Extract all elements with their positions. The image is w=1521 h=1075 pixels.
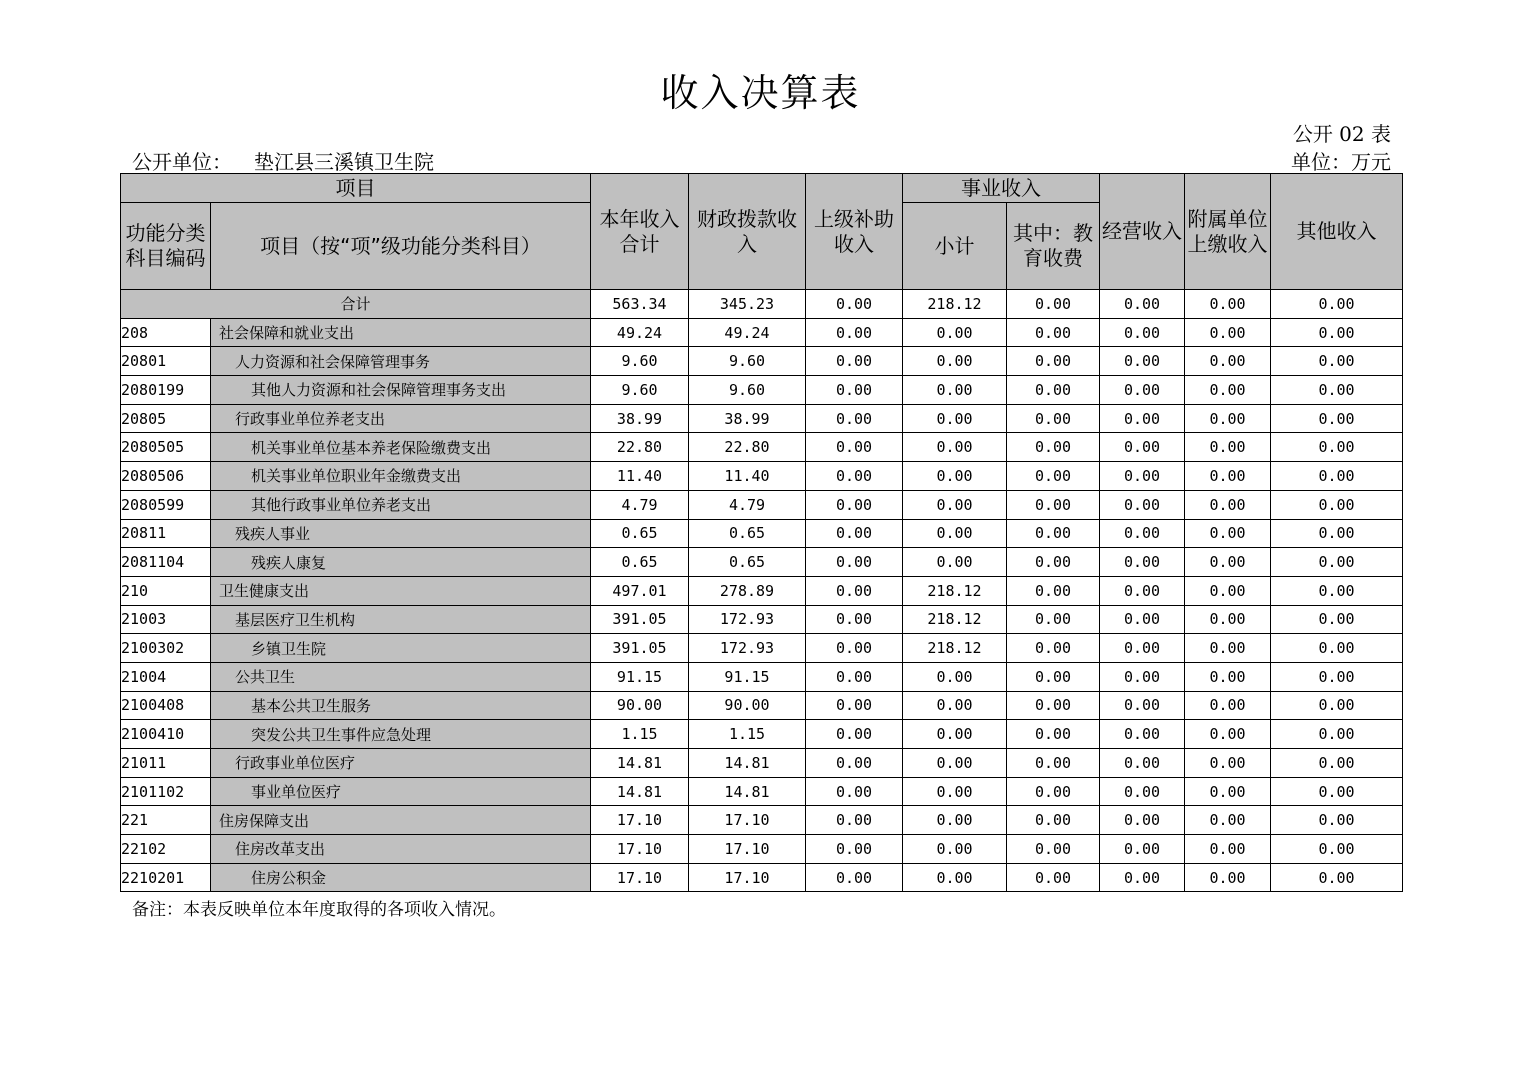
row-code: 20811 bbox=[121, 519, 211, 548]
row-code: 2100302 bbox=[121, 634, 211, 663]
row-value: 14.81 bbox=[689, 777, 806, 806]
row-value: 0.00 bbox=[903, 347, 1007, 376]
total-value: 0.00 bbox=[1271, 290, 1403, 319]
row-value: 1.15 bbox=[689, 720, 806, 749]
row-value: 0.00 bbox=[806, 519, 903, 548]
reporting-unit bbox=[132, 146, 434, 175]
row-name: 社会保障和就业支出 bbox=[211, 318, 591, 347]
header-code: 功能分类科目编码 bbox=[121, 203, 211, 290]
row-value: 0.00 bbox=[806, 806, 903, 835]
row-value: 0.00 bbox=[1271, 806, 1403, 835]
table-row bbox=[121, 662, 1403, 691]
row-value: 0.00 bbox=[1007, 863, 1100, 892]
row-code: 21011 bbox=[121, 749, 211, 778]
row-value: 14.81 bbox=[591, 777, 689, 806]
row-value: 0.00 bbox=[1271, 634, 1403, 663]
row-value: 0.00 bbox=[1185, 490, 1271, 519]
row-value: 9.60 bbox=[591, 376, 689, 405]
row-name: 事业单位医疗 bbox=[211, 777, 591, 806]
table-row bbox=[121, 835, 1403, 864]
row-name: 机关事业单位职业年金缴费支出 bbox=[211, 462, 591, 491]
row-name: 基本公共卫生服务 bbox=[211, 691, 591, 720]
row-code: 2080199 bbox=[121, 376, 211, 405]
reporting-unit-name: 垫江县三溪镇卫生院 bbox=[254, 150, 434, 174]
row-value: 0.00 bbox=[1007, 462, 1100, 491]
row-value: 0.00 bbox=[1185, 806, 1271, 835]
row-value: 0.00 bbox=[903, 376, 1007, 405]
row-value: 0.00 bbox=[806, 720, 903, 749]
row-value: 0.00 bbox=[903, 777, 1007, 806]
row-value: 0.00 bbox=[1100, 835, 1185, 864]
row-value: 0.00 bbox=[1185, 347, 1271, 376]
income-table bbox=[120, 173, 1403, 892]
row-code: 2080599 bbox=[121, 490, 211, 519]
row-value: 0.00 bbox=[1007, 749, 1100, 778]
row-value: 0.00 bbox=[1271, 462, 1403, 491]
row-value: 0.00 bbox=[1185, 404, 1271, 433]
money-unit: 单位：万元 bbox=[1291, 150, 1391, 174]
row-value: 0.00 bbox=[1007, 576, 1100, 605]
row-name: 突发公共卫生事件应急处理 bbox=[211, 720, 591, 749]
row-name: 残疾人事业 bbox=[211, 519, 591, 548]
header-project: 项目 bbox=[121, 174, 591, 203]
row-value: 0.00 bbox=[1271, 720, 1403, 749]
row-value: 90.00 bbox=[689, 691, 806, 720]
row-code: 21003 bbox=[121, 605, 211, 634]
table-row bbox=[121, 605, 1403, 634]
row-value: 0.00 bbox=[1007, 605, 1100, 634]
row-value: 0.00 bbox=[1100, 777, 1185, 806]
row-value: 0.00 bbox=[1185, 462, 1271, 491]
row-value: 391.05 bbox=[591, 634, 689, 663]
row-value: 0.00 bbox=[903, 691, 1007, 720]
total-value: 0.00 bbox=[1185, 290, 1271, 319]
row-value: 0.00 bbox=[1185, 662, 1271, 691]
row-value: 9.60 bbox=[689, 347, 806, 376]
row-value: 0.00 bbox=[903, 806, 1007, 835]
row-value: 0.00 bbox=[806, 347, 903, 376]
row-name: 住房保障支出 bbox=[211, 806, 591, 835]
row-value: 0.00 bbox=[1007, 490, 1100, 519]
form-number: 公开 02 表 bbox=[1292, 122, 1391, 146]
row-value: 0.00 bbox=[1185, 548, 1271, 577]
total-value: 218.12 bbox=[903, 290, 1007, 319]
row-value: 278.89 bbox=[689, 576, 806, 605]
row-value: 0.00 bbox=[1185, 835, 1271, 864]
header-total: 本年收入合计 bbox=[591, 174, 689, 290]
row-code: 2100408 bbox=[121, 691, 211, 720]
row-value: 0.00 bbox=[1007, 835, 1100, 864]
row-value: 0.00 bbox=[806, 433, 903, 462]
row-value: 218.12 bbox=[903, 576, 1007, 605]
row-value: 218.12 bbox=[903, 605, 1007, 634]
row-name: 机关事业单位基本养老保险缴费支出 bbox=[211, 433, 591, 462]
row-code: 20805 bbox=[121, 404, 211, 433]
row-value: 4.79 bbox=[591, 490, 689, 519]
row-code: 22102 bbox=[121, 835, 211, 864]
row-code: 210 bbox=[121, 576, 211, 605]
row-value: 0.00 bbox=[806, 749, 903, 778]
row-value: 0.00 bbox=[806, 376, 903, 405]
row-value: 0.00 bbox=[806, 576, 903, 605]
row-value: 0.00 bbox=[903, 404, 1007, 433]
header-education: 其中：教育收费 bbox=[1007, 203, 1100, 290]
row-value: 0.00 bbox=[1271, 404, 1403, 433]
row-value: 0.00 bbox=[1185, 720, 1271, 749]
row-value: 0.00 bbox=[1007, 691, 1100, 720]
total-value: 563.34 bbox=[591, 290, 689, 319]
row-value: 49.24 bbox=[689, 318, 806, 347]
table-row bbox=[121, 519, 1403, 548]
row-value: 0.00 bbox=[1100, 806, 1185, 835]
row-value: 0.00 bbox=[903, 490, 1007, 519]
row-value: 172.93 bbox=[689, 605, 806, 634]
row-value: 0.00 bbox=[1007, 318, 1100, 347]
header-business: 事业收入 bbox=[903, 174, 1100, 203]
row-value: 0.00 bbox=[1100, 347, 1185, 376]
row-value: 0.00 bbox=[1100, 662, 1185, 691]
row-value: 0.00 bbox=[1271, 777, 1403, 806]
header-affiliated: 附属单位上缴收入 bbox=[1185, 174, 1271, 290]
row-value: 0.00 bbox=[1100, 863, 1185, 892]
row-name: 其他人力资源和社会保障管理事务支出 bbox=[211, 376, 591, 405]
row-value: 38.99 bbox=[689, 404, 806, 433]
table-row bbox=[121, 576, 1403, 605]
table-row bbox=[121, 318, 1403, 347]
table-row bbox=[121, 462, 1403, 491]
row-name: 人力资源和社会保障管理事务 bbox=[211, 347, 591, 376]
total-value: 345.23 bbox=[689, 290, 806, 319]
page-title: 收入决算表 bbox=[660, 71, 861, 115]
row-code: 208 bbox=[121, 318, 211, 347]
row-code: 2080505 bbox=[121, 433, 211, 462]
row-value: 0.00 bbox=[903, 720, 1007, 749]
row-value: 0.00 bbox=[1100, 605, 1185, 634]
row-value: 0.65 bbox=[591, 519, 689, 548]
row-value: 0.00 bbox=[806, 318, 903, 347]
row-value: 218.12 bbox=[903, 634, 1007, 663]
row-value: 0.00 bbox=[1007, 806, 1100, 835]
row-value: 0.00 bbox=[1100, 404, 1185, 433]
row-value: 0.00 bbox=[1100, 318, 1185, 347]
row-value: 0.00 bbox=[1185, 863, 1271, 892]
table-row bbox=[121, 806, 1403, 835]
row-value: 172.93 bbox=[689, 634, 806, 663]
total-value: 0.00 bbox=[1100, 290, 1185, 319]
total-row bbox=[121, 290, 1403, 319]
row-value: 0.00 bbox=[1185, 749, 1271, 778]
row-value: 0.00 bbox=[1271, 548, 1403, 577]
row-name: 残疾人康复 bbox=[211, 548, 591, 577]
row-value: 0.00 bbox=[1007, 519, 1100, 548]
row-value: 90.00 bbox=[591, 691, 689, 720]
row-value: 0.00 bbox=[1100, 519, 1185, 548]
row-value: 0.00 bbox=[1007, 433, 1100, 462]
row-value: 0.00 bbox=[806, 490, 903, 519]
row-name: 乡镇卫生院 bbox=[211, 634, 591, 663]
total-value: 0.00 bbox=[1007, 290, 1100, 319]
table-row bbox=[121, 691, 1403, 720]
row-value: 0.00 bbox=[806, 404, 903, 433]
table-row bbox=[121, 863, 1403, 892]
row-value: 49.24 bbox=[591, 318, 689, 347]
row-value: 91.15 bbox=[591, 662, 689, 691]
row-code: 221 bbox=[121, 806, 211, 835]
row-value: 0.00 bbox=[806, 634, 903, 663]
row-value: 0.00 bbox=[1100, 376, 1185, 405]
row-value: 0.00 bbox=[1271, 605, 1403, 634]
row-value: 0.00 bbox=[1007, 548, 1100, 577]
row-name: 住房改革支出 bbox=[211, 835, 591, 864]
row-code: 2210201 bbox=[121, 863, 211, 892]
row-value: 0.00 bbox=[1185, 433, 1271, 462]
row-value: 38.99 bbox=[591, 404, 689, 433]
row-code: 2101102 bbox=[121, 777, 211, 806]
row-value: 0.00 bbox=[1007, 404, 1100, 433]
row-name: 其他行政事业单位养老支出 bbox=[211, 490, 591, 519]
footnote: 备注：本表反映单位本年度取得的各项收入情况。 bbox=[132, 900, 506, 920]
row-value: 22.80 bbox=[591, 433, 689, 462]
table-row bbox=[121, 720, 1403, 749]
row-value: 0.00 bbox=[903, 462, 1007, 491]
row-value: 0.00 bbox=[1271, 835, 1403, 864]
row-value: 0.00 bbox=[806, 548, 903, 577]
row-value: 0.00 bbox=[1007, 720, 1100, 749]
row-value: 0.00 bbox=[1100, 462, 1185, 491]
row-value: 0.00 bbox=[903, 662, 1007, 691]
row-value: 1.15 bbox=[591, 720, 689, 749]
row-value: 0.00 bbox=[1185, 634, 1271, 663]
header-fiscal: 财政拨款收入 bbox=[689, 174, 806, 290]
row-value: 0.00 bbox=[1007, 777, 1100, 806]
row-value: 11.40 bbox=[591, 462, 689, 491]
row-value: 9.60 bbox=[689, 376, 806, 405]
row-value: 0.00 bbox=[1100, 548, 1185, 577]
row-code: 2080506 bbox=[121, 462, 211, 491]
total-label: 合计 bbox=[121, 290, 591, 319]
row-value: 0.00 bbox=[1271, 662, 1403, 691]
row-value: 0.00 bbox=[1185, 576, 1271, 605]
table-row bbox=[121, 548, 1403, 577]
row-code: 20801 bbox=[121, 347, 211, 376]
row-value: 0.00 bbox=[1185, 519, 1271, 548]
row-value: 0.00 bbox=[903, 749, 1007, 778]
row-value: 497.01 bbox=[591, 576, 689, 605]
row-value: 17.10 bbox=[591, 835, 689, 864]
row-value: 0.65 bbox=[689, 548, 806, 577]
row-value: 0.00 bbox=[1007, 376, 1100, 405]
header-subtotal: 小计 bbox=[903, 203, 1007, 290]
row-value: 0.00 bbox=[1271, 863, 1403, 892]
row-value: 9.60 bbox=[591, 347, 689, 376]
row-value: 0.00 bbox=[806, 605, 903, 634]
row-value: 14.81 bbox=[591, 749, 689, 778]
header-name: 项目（按“项”级功能分类科目） bbox=[211, 203, 591, 290]
row-value: 0.00 bbox=[1271, 749, 1403, 778]
row-name: 住房公积金 bbox=[211, 863, 591, 892]
row-value: 0.00 bbox=[1185, 605, 1271, 634]
table-row bbox=[121, 433, 1403, 462]
header-superior: 上级补助收入 bbox=[806, 174, 903, 290]
row-value: 0.00 bbox=[1100, 634, 1185, 663]
row-value: 0.00 bbox=[903, 519, 1007, 548]
row-value: 0.00 bbox=[1185, 376, 1271, 405]
reporting-unit-label: 公开单位： bbox=[132, 150, 232, 174]
row-value: 0.00 bbox=[1185, 691, 1271, 720]
row-value: 0.00 bbox=[1100, 433, 1185, 462]
row-value: 17.10 bbox=[591, 863, 689, 892]
row-value: 0.00 bbox=[1100, 691, 1185, 720]
row-value: 0.00 bbox=[903, 433, 1007, 462]
row-value: 0.00 bbox=[1007, 347, 1100, 376]
row-value: 0.00 bbox=[806, 863, 903, 892]
row-value: 0.00 bbox=[806, 462, 903, 491]
table-row bbox=[121, 404, 1403, 433]
total-value: 0.00 bbox=[806, 290, 903, 319]
row-value: 0.00 bbox=[1271, 576, 1403, 605]
header-operating: 经营收入 bbox=[1100, 174, 1185, 290]
row-value: 0.00 bbox=[1007, 634, 1100, 663]
row-value: 0.00 bbox=[1185, 318, 1271, 347]
row-value: 0.00 bbox=[1271, 490, 1403, 519]
table-row bbox=[121, 749, 1403, 778]
row-value: 91.15 bbox=[689, 662, 806, 691]
row-value: 0.65 bbox=[689, 519, 806, 548]
row-name: 行政事业单位医疗 bbox=[211, 749, 591, 778]
table-row bbox=[121, 347, 1403, 376]
row-value: 0.00 bbox=[1271, 376, 1403, 405]
row-name: 基层医疗卫生机构 bbox=[211, 605, 591, 634]
row-value: 17.10 bbox=[689, 835, 806, 864]
row-code: 21004 bbox=[121, 662, 211, 691]
row-code: 2100410 bbox=[121, 720, 211, 749]
row-value: 0.00 bbox=[806, 835, 903, 864]
row-value: 0.00 bbox=[1271, 691, 1403, 720]
row-value: 0.00 bbox=[806, 691, 903, 720]
row-value: 0.00 bbox=[1100, 490, 1185, 519]
row-value: 0.00 bbox=[1271, 347, 1403, 376]
row-value: 0.00 bbox=[903, 863, 1007, 892]
row-value: 0.00 bbox=[903, 835, 1007, 864]
row-value: 22.80 bbox=[689, 433, 806, 462]
header-other: 其他收入 bbox=[1271, 174, 1403, 290]
row-value: 0.00 bbox=[1100, 576, 1185, 605]
row-value: 17.10 bbox=[591, 806, 689, 835]
row-value: 0.00 bbox=[1007, 662, 1100, 691]
table-row bbox=[121, 490, 1403, 519]
row-value: 391.05 bbox=[591, 605, 689, 634]
row-code: 2081104 bbox=[121, 548, 211, 577]
row-name: 行政事业单位养老支出 bbox=[211, 404, 591, 433]
row-value: 17.10 bbox=[689, 806, 806, 835]
row-value: 4.79 bbox=[689, 490, 806, 519]
row-value: 0.00 bbox=[1271, 318, 1403, 347]
row-value: 0.00 bbox=[1271, 519, 1403, 548]
row-value: 0.00 bbox=[1100, 749, 1185, 778]
table-row bbox=[121, 634, 1403, 663]
row-value: 0.00 bbox=[1100, 720, 1185, 749]
table-row bbox=[121, 777, 1403, 806]
row-name: 公共卫生 bbox=[211, 662, 591, 691]
row-name: 卫生健康支出 bbox=[211, 576, 591, 605]
row-value: 0.00 bbox=[903, 548, 1007, 577]
row-value: 14.81 bbox=[689, 749, 806, 778]
row-value: 11.40 bbox=[689, 462, 806, 491]
row-value: 0.00 bbox=[1271, 433, 1403, 462]
table-row bbox=[121, 376, 1403, 405]
row-value: 0.00 bbox=[1185, 777, 1271, 806]
row-value: 0.65 bbox=[591, 548, 689, 577]
row-value: 0.00 bbox=[806, 662, 903, 691]
row-value: 0.00 bbox=[903, 318, 1007, 347]
row-value: 17.10 bbox=[689, 863, 806, 892]
row-value: 0.00 bbox=[806, 777, 903, 806]
